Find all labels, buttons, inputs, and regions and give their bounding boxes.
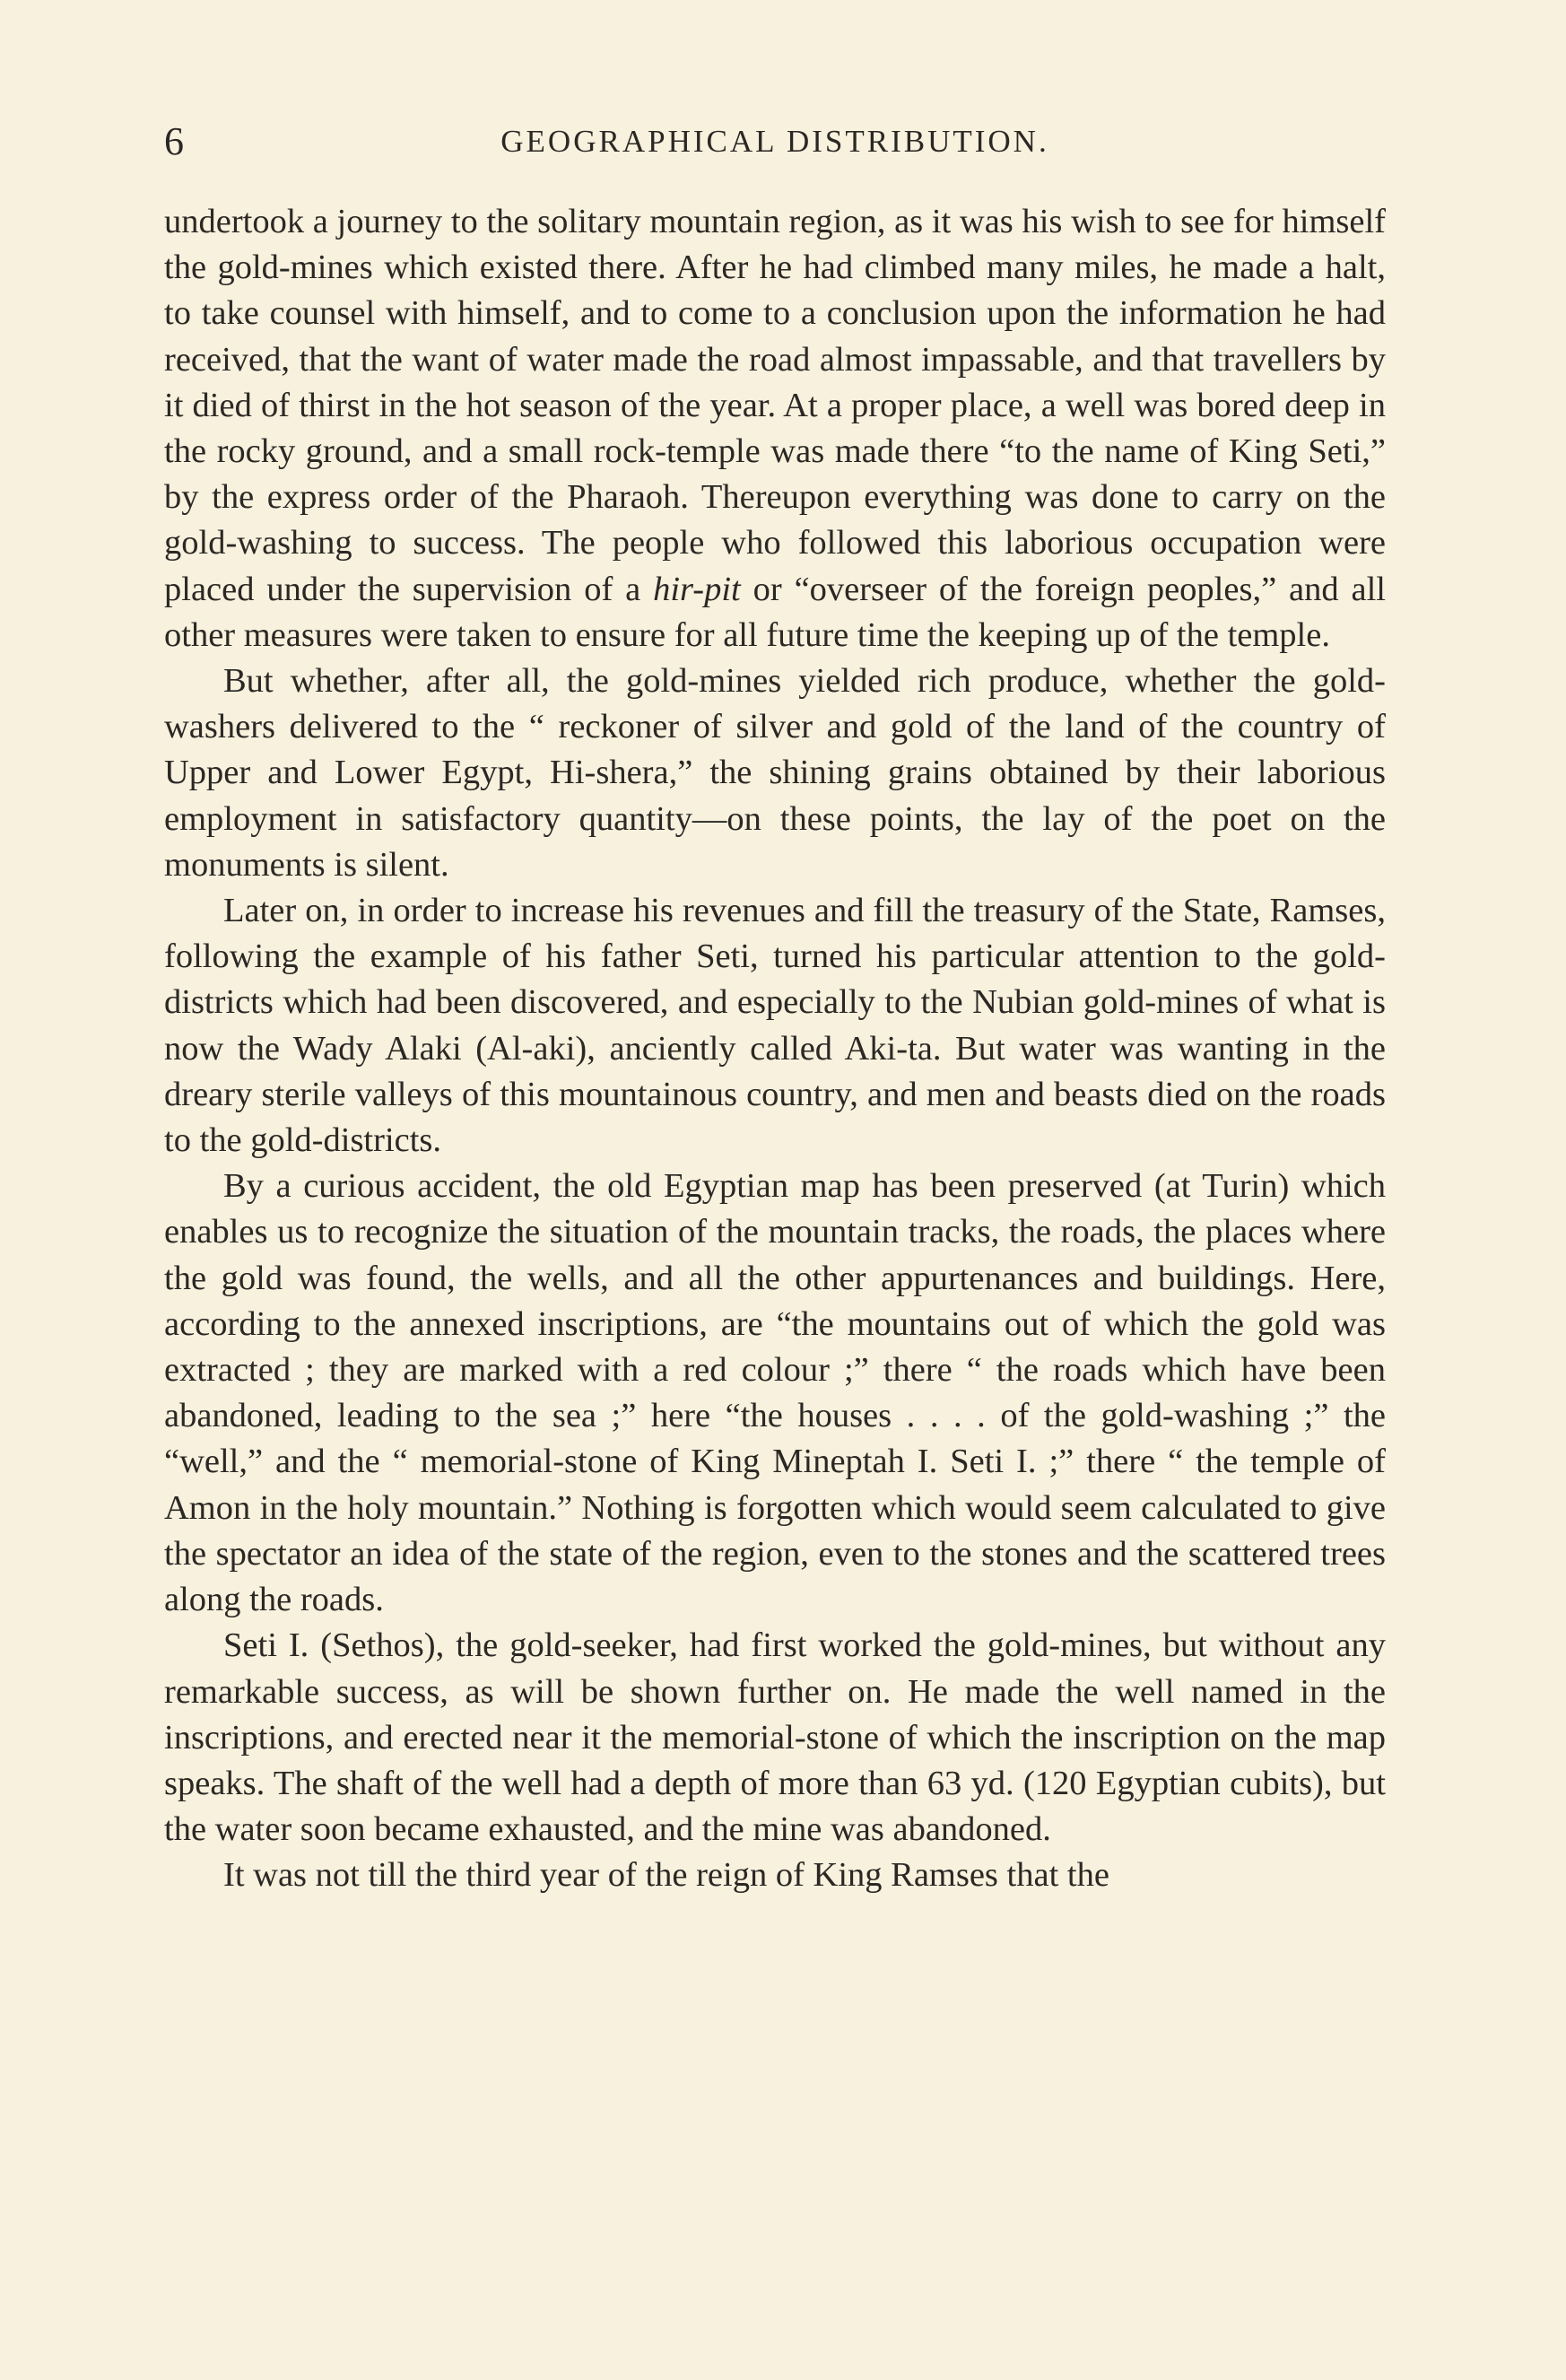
running-head: GEOGRAPHICAL DISTRIBUTION. [500, 124, 1049, 159]
italic-term: hir-pit [653, 570, 741, 608]
paragraph: Seti I. (Sethos), the gold-seeker, had first worked the gold-mines, but without any remarkable success, as will be shown further on. He made the well named in the inscriptions, and erected near it the memorial-stone of which the inscription on the map speaks. The shaft of the well had a depth of more than 63 yd. (120 Egyptian cubits), but the water soon became exhausted, and the mine was abandoned. [164, 1626, 1386, 1849]
paragraph: Later on, in order to increase his revenues and fill the treasury of the State, Ramses, following the example of his father Seti, turned his particular attention to the gold-districts which had been discovered, and especially to the Nubian gold-mines of what is now the Wady Alaki (Al-aki), anciently called Aki-ta. But water was wanting in the dreary sterile valleys of this mountainous country, and men and beasts died on the roads to the gold-districts. [164, 892, 1386, 1160]
paragraph: But whether, after all, the gold-mines yielded rich produce, whether the gold-washers delivered to the “ reckoner of silver and gold of the land of the country of Upper and Lower Egypt, Hi-shera,” the shining grains obtained by their laborious employment in satisfactory quantity—on these points, the lay of the poet on the monuments is silent. [164, 662, 1386, 884]
paragraph-continued [164, 199, 1386, 658]
paragraph: By a curious accident, the old Egyptian map has been preserved (at Turin) which enables us to recognize the situation of the mountain tracks, the roads, the places where the gold was found, the wells, and all the other appurtenances and buildings. Here, according to the annexed inscriptions, are “the mountains out of which the gold was extracted ; they are marked with a red colour ;” there “ the roads which have been abandoned, leading to the sea ;” here “the houses . . . . of the gold-washing ;” the “well,” and the “ memorial-stone of King Mineptah I. Seti I. ;” there “ the temple of Amon in the holy mountain.” Nothing is forgotten which would seem calculated to give the spectator an idea of the state of the region, even to the stones and the scattered trees along the roads. [164, 1167, 1386, 1619]
page-header [164, 108, 1386, 170]
paragraph-text: or “overseer of the foreign peoples,” and all other measures were taken to ensure for all future time the keeping up of the temple. [164, 570, 1386, 654]
paragraph-text: undertook a journey to the solitary mountain region, as it was his wish to see for himself the gold-mines which existed there. After he had climbed many miles, he made a halt, to take counsel with himself, and to come to a conclusion upon the information he had received, that the want of water made the road almost impassable, and that travellers by it died of thirst in the hot season of the year. At a proper place, a well was bored deep in the rocky ground, and a small rock-temple was made there “to the name of King Seti,” by the express order of the Pharaoh. Thereupon everything was done to carry on the gold-washing to success. The people who followed this laborious occupation were placed under the supervision of a [164, 203, 1386, 608]
page-number: 6 [164, 119, 185, 163]
body-text [164, 199, 1386, 1899]
paragraph: It was not till the third year of the reign of King Ramses that the [223, 1856, 1109, 1895]
